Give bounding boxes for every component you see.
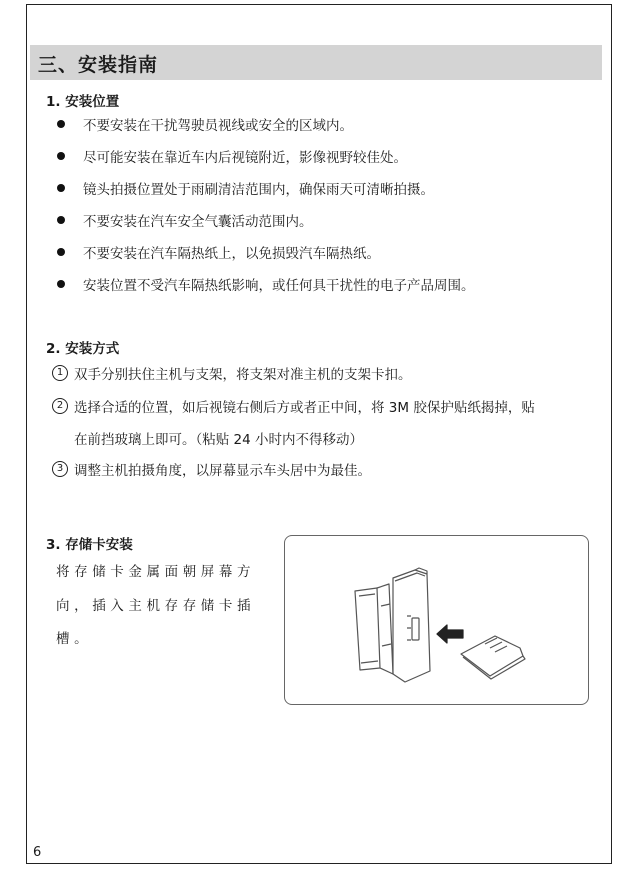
bullet-icon xyxy=(57,248,65,256)
step-number-badge: 1 xyxy=(52,365,68,381)
position-item-text: 不要安装在汽车安全气囊活动范围内。 xyxy=(83,214,313,230)
sd-card-icon xyxy=(461,636,523,676)
step-number-badge: 3 xyxy=(52,461,68,477)
position-item-text: 安装位置不受汽车隔热纸影响，或任何具干扰性的电子产品周围。 xyxy=(83,278,475,294)
step-number-badge: 2 xyxy=(52,398,68,414)
position-item xyxy=(57,274,475,294)
bullet-icon xyxy=(57,184,65,192)
bullet-icon xyxy=(57,280,65,288)
method-heading xyxy=(46,337,119,357)
card-slot-icon xyxy=(412,618,419,640)
position-item xyxy=(57,114,353,134)
method-heading-text: 2. 安装方式 xyxy=(46,341,120,357)
method-step xyxy=(52,459,371,479)
method-step-text: 调整主机拍摄角度，以屏幕显示车头居中为最佳。 xyxy=(74,463,371,479)
insert-arrow-icon xyxy=(437,625,463,643)
method-step-text: 双手分别扶住主机与支架，将支架对准主机的支架卡扣。 xyxy=(74,367,412,383)
method-step-continuation: 在前挡玻璃上即可。（粘贴 24 小时内不得移动） xyxy=(74,432,364,448)
page-number: 6 xyxy=(33,845,42,860)
card-install-illustration xyxy=(284,535,589,705)
position-item xyxy=(57,146,407,166)
dashcam-card-drawing xyxy=(285,536,590,706)
card-text-line: 将存储卡金属面朝屏幕方 xyxy=(56,564,256,580)
position-item xyxy=(57,178,434,198)
position-item xyxy=(57,210,313,230)
method-step-text: 选择合适的位置，如后视镜右侧后方或者正中间，将 3M 胶保护贴纸揭掉，贴 xyxy=(74,400,535,416)
position-item-text: 不要安装在干扰驾驶员视线或安全的区域内。 xyxy=(83,118,353,134)
section-title: 三、安装指南 xyxy=(38,54,159,76)
camera-rear-body xyxy=(355,588,380,670)
position-item-text: 尽可能安装在靠近车内后视镜附近，影像视野较佳处。 xyxy=(83,150,407,166)
bullet-icon xyxy=(57,152,65,160)
card-heading: 3. 存储卡安装 xyxy=(46,537,133,553)
bullet-icon xyxy=(57,120,65,128)
card-text-line: 向，插入主机存存储卡插 xyxy=(56,598,256,614)
method-step xyxy=(52,396,535,416)
position-item-text: 镜头拍摄位置处于雨刷清洁范围内，确保雨天可清晰拍摄。 xyxy=(83,182,434,198)
bullet-icon xyxy=(57,216,65,224)
section-title-bar xyxy=(30,45,602,80)
position-item xyxy=(57,242,380,262)
method-step xyxy=(52,363,412,383)
position-heading: 1. 安装位置 xyxy=(46,94,120,110)
position-item-text: 不要安装在汽车隔热纸上，以免损毁汽车隔热纸。 xyxy=(83,246,380,262)
card-text-line: 槽。 xyxy=(56,631,93,647)
